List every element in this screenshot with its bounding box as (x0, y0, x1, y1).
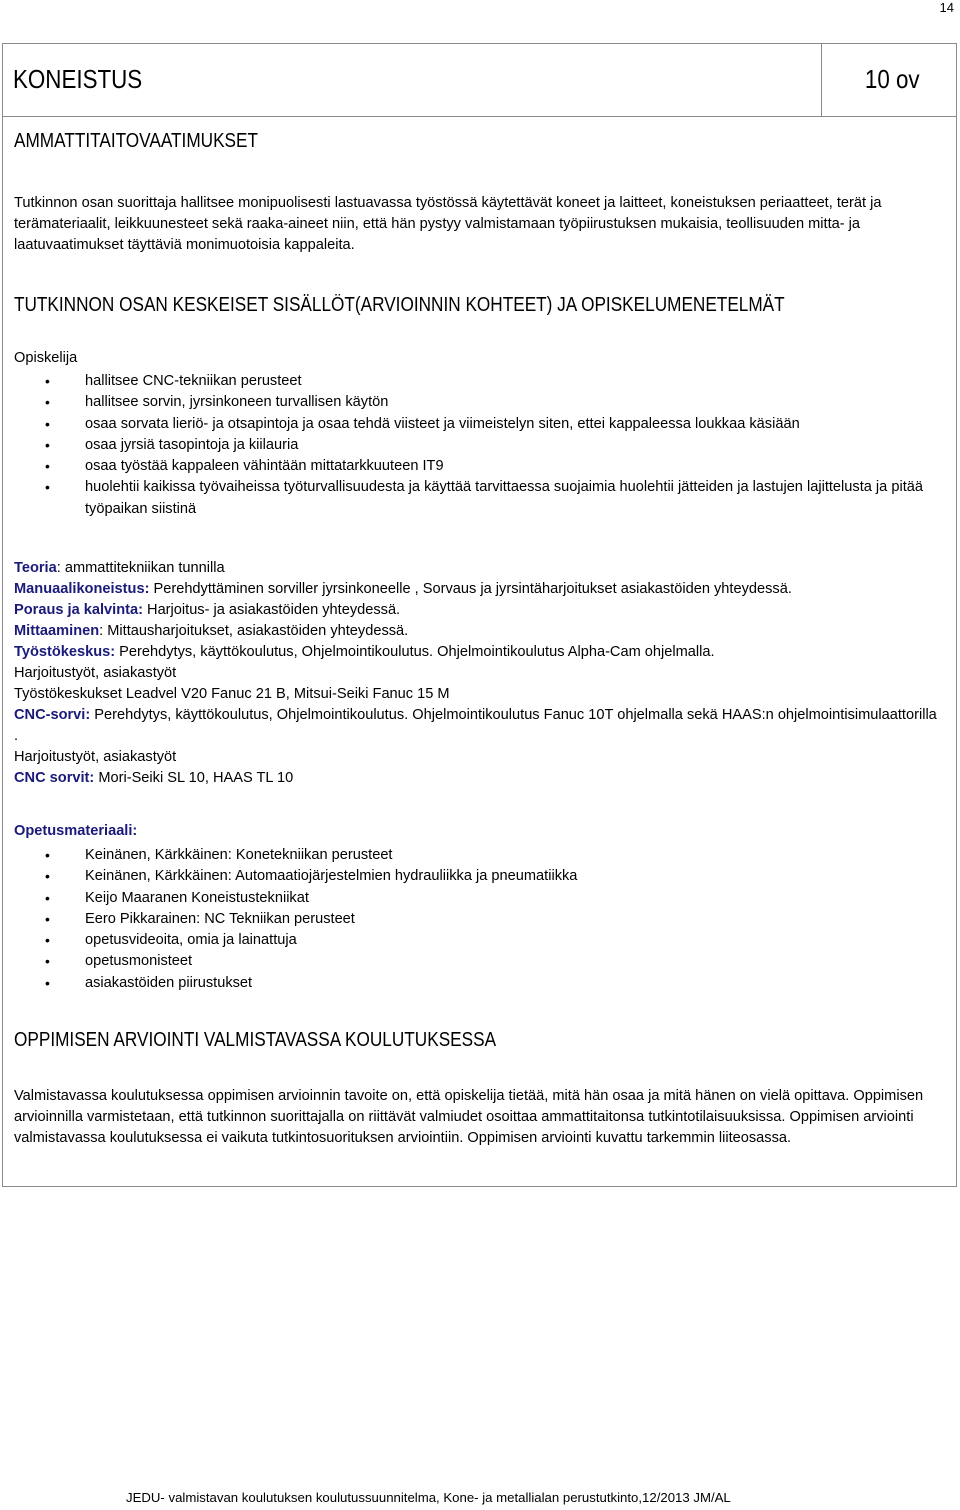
list-item: • asiakastöiden piirustukset (13, 973, 943, 994)
requirements-text: Tutkinnon osan suorittaja hallitsee monipuolisesti lastuavassa työstössä käytettävät koneet ja laitteet, koneistuksen periaatteet, terät ja terämateriaalit, leikkuunesteet sekä raaka-aineet niin, että hän pystyy valmistamaan työpiirustuksen mukaisia, teollisuuden mitta- ja laatuvaatimukset täyttäviä monimuotoisia kappaleita. (14, 195, 882, 253)
skills-list (13, 371, 943, 520)
document-frame (2, 43, 957, 1187)
title-row (3, 44, 956, 117)
materials-label-text: Opetusmateriaali: (14, 823, 138, 839)
list-item: • osaa jyrsiä tasopintoja ja kiilauria (13, 435, 943, 456)
manual-line (14, 579, 939, 600)
machining-center-label: Työstökeskus: (14, 644, 116, 660)
content-heading: TUTKINNON OSAN KESKEISET SISÄLLÖT(ARVIOINNIN KOHTEET) JA OPISKELUMENETELMÄT (14, 294, 785, 316)
assessment-heading: OPPIMISEN ARVIOINTI VALMISTAVASSA KOULUTUKSESSA (14, 1029, 497, 1051)
list-item: • osaa työstää kappaleen vähintään mittatarkkuuteen IT9 (13, 456, 943, 477)
measuring-line (14, 621, 939, 642)
list-item: • hallitsee sorvin, jyrsinkoneen turvallisen käytön (13, 392, 943, 413)
student-label: Opiskelija (14, 350, 78, 366)
drilling-text: Harjoitus- ja asiakastöiden yhteydessä. (142, 602, 401, 618)
list-item: • Keinänen, Kärkkäinen: Konetekniikan perusteet (13, 845, 943, 866)
list-item: • opetusvideoita, omia ja lainattuja (13, 930, 943, 951)
drilling-line (14, 600, 939, 621)
list-item: • osaa sorvata lieriö- ja otsapintoja ja osaa tehdä viisteet ja viimeistelyn siten, ettei kappaleessa loukkaa käsiään (13, 414, 943, 435)
module-title: KONEISTUS (13, 64, 143, 94)
theory-label: Teoria (14, 560, 57, 576)
cnc-lathe-text: Perehdytys, käyttökoulutus, Ohjelmointikoulutus. Ohjelmointikoulutus Fanuc 10T ohjelmalla sekä HAAS:n ohjelmointisimulaattorilla . (14, 707, 937, 744)
exercise-line-1: Harjoitustyöt, asiakastyöt (14, 665, 177, 681)
cnc-lathes-label: CNC sorvit: (14, 770, 95, 786)
list-item: • opetusmonisteet (13, 951, 943, 972)
theory-text: : ammattitekniikan tunnilla (56, 560, 225, 576)
manual-text: Perehdyttäminen sorviller jyrsinkoneelle , Sorvaus ja jyrsintäharjoitukset asiakastöiden yhteydessä. (149, 581, 792, 597)
page-number: 14 (939, 0, 954, 15)
machining-center-text: Perehdytys, käyttökoulutus, Ohjelmointikoulutus. Ohjelmointikoulutus Alpha-Cam ohjelmalla. (115, 644, 715, 660)
drilling-label: Poraus ja kalvinta: (14, 602, 143, 618)
assessment-text: Valmistavassa koulutuksessa oppimisen arvioinnin tavoite on, että opiskelija tietää, mitä hän osaa ja mitä hänen on vielä opittava. Oppimisen arvioinnilla varmistetaan, että tutkinnon suorittajalla on riittävät valmiudet osoittaa ammattitaitonsa tutkintotilaisuuksissa. Oppimisen arviointi valmistavassa koulutuksessa ei vaikuta tutkintosuorituksen arviointiin. Oppimisen arviointi kuvattu tarkemmin liiteosassa. (14, 1088, 924, 1146)
list-item: • hallitsee CNC-tekniikan perusteet (13, 371, 943, 392)
machining-centers-line: Työstökeskukset Leadvel V20 Fanuc 21 B, Mitsui-Seiki Fanuc 15 M (14, 686, 450, 702)
list-item: • Keijo Maaranen Koneistustekniikat (13, 888, 943, 909)
manual-label: Manuaalikoneistus: (14, 581, 150, 597)
list-item: • Eero Pikkarainen: NC Tekniikan perusteet (13, 909, 943, 930)
measuring-text: : Mittausharjoitukset, asiakastöiden yhteydessä. (99, 623, 409, 639)
requirements-heading: AMMATTITAITOVAATIMUKSET (14, 130, 258, 152)
cnc-lathe-label: CNC-sorvi: (14, 707, 91, 723)
list-item: • huolehtii kaikissa työvaiheissa työturvallisuudesta ja käyttää tarvittaessa suojaimia huolehtii jätteiden ja lastujen lajittelusta ja pitää työpaikan siistinä (13, 477, 943, 520)
page-footer: JEDU- valmistavan koulutuksen koulutussuunnitelma, Kone- ja metallialan perustutkinto,12/2013 JM/AL (126, 1490, 731, 1505)
cnc-lathes-line (14, 768, 939, 789)
theory-line (14, 558, 939, 579)
cnc-lathes-text: Mori-Seiki SL 10, HAAS TL 10 (94, 770, 294, 786)
module-credits: 10 ov (865, 64, 920, 94)
materials-list (13, 845, 943, 994)
methods-block (14, 558, 939, 789)
cnc-lathe-line (14, 705, 939, 747)
machining-center-line (14, 642, 939, 663)
title-cell (3, 44, 822, 116)
exercise-line-2: Harjoitustyöt, asiakastyöt (14, 749, 177, 765)
list-item: • Keinänen, Kärkkäinen: Automaatiojärjestelmien hydrauliikka ja pneumatiikka (13, 866, 943, 887)
materials-label (14, 821, 939, 842)
measuring-label: Mittaaminen (14, 623, 100, 639)
